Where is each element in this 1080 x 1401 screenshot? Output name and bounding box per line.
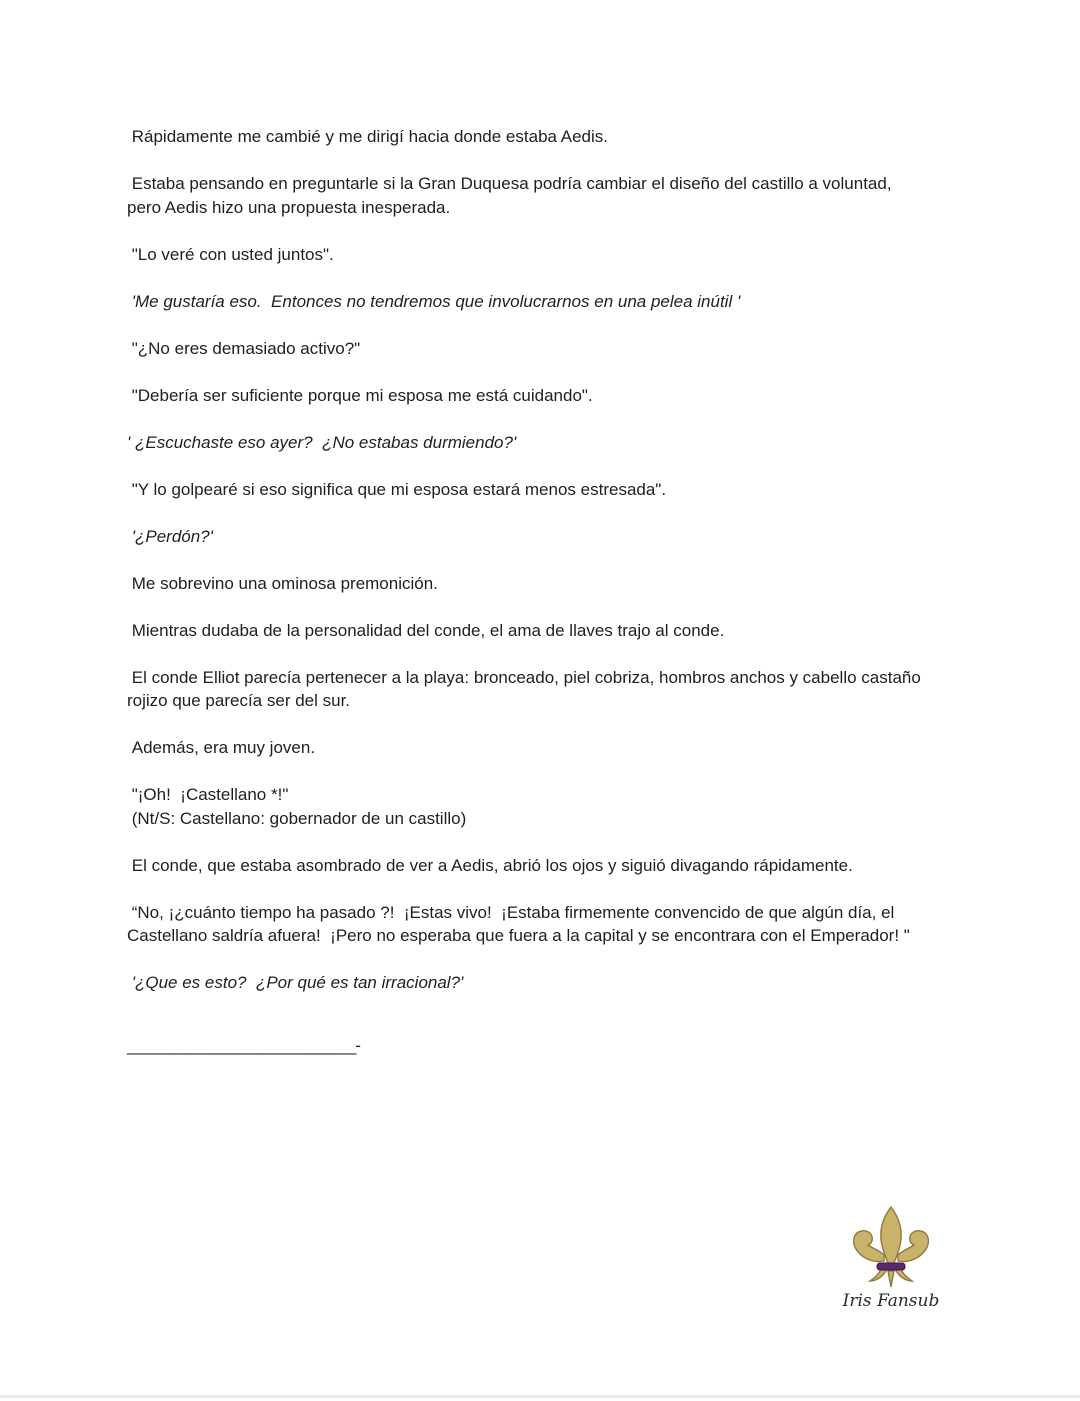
watermark-logo (836, 1205, 946, 1315)
fleur-de-lis-icon (844, 1205, 938, 1289)
paragraph-line: Además, era muy joven. (127, 738, 316, 757)
paragraph (127, 337, 967, 361)
paragraph (127, 901, 967, 948)
paragraph-line: Estaba pensando en preguntarle si la Gran Duquesa podría cambiar el diseño del castillo a voluntad, (127, 174, 892, 193)
paragraph (127, 172, 967, 219)
paragraph (127, 243, 967, 267)
paragraph-line: El conde, que estaba asombrado de ver a Aedis, abrió los ojos y siguió divagando rápidamente. (127, 855, 853, 875)
paragraph-line: '¿Que es esto? ¿Por qué es tan irracional?' (127, 973, 464, 992)
paragraph-line: "¿No eres demasiado activo?" (127, 338, 361, 358)
paragraph (127, 384, 967, 408)
watermark-text: Iris Fansub (842, 1291, 940, 1311)
page-bottom-edge (0, 1395, 1080, 1398)
paragraph-line: “No, ¡¿cuánto tiempo ha pasado ?! ¡Estas vivo! ¡Estaba firmemente convencido de que algún día, el (127, 902, 895, 922)
paragraph (127, 736, 967, 760)
paragraph-line: Mientras dudaba de la personalidad del conde, el ama de llaves trajo al conde. (127, 620, 725, 640)
paragraph-line: '¿Perdón?' (127, 526, 213, 546)
paragraph-line: "¡Oh! ¡Castellano *!" (127, 785, 289, 804)
paragraph-line: Me sobrevino una ominosa premonición. (127, 573, 438, 593)
paragraph (127, 125, 967, 149)
paragraph (127, 783, 967, 830)
paragraph-line: Castellano saldría afuera! ¡Pero no esperaba que fuera a la capital y se encontrara con el Emperador! " (127, 926, 910, 945)
paragraph (127, 619, 967, 643)
paragraph-line: "Y lo golpearé si eso significa que mi esposa estará menos estresada". (127, 479, 667, 499)
paragraph-line: 'Me gustaría eso. Entonces no tendremos que involucrarnos en una pelea inútil ' (127, 291, 741, 311)
section-separator: ___________________________- (127, 1036, 360, 1055)
paragraph-line: pero Aedis hizo una propuesta inesperada. (127, 197, 451, 217)
paragraph (127, 478, 967, 502)
paragraph (127, 971, 967, 995)
paragraph (127, 431, 967, 455)
paragraph-line: "Debería ser suficiente porque mi esposa me está cuidando". (127, 385, 593, 405)
paragraph-line: ' ¿Escuchaste eso ayer? ¿No estabas durmiendo?' (127, 432, 517, 452)
paragraph-line: rojizo que parecía ser del sur. (127, 691, 351, 710)
document-body (127, 125, 967, 1018)
paragraph-line: Rápidamente me cambié y me dirigí hacia donde estaba Aedis. (127, 127, 609, 146)
paragraph (127, 572, 967, 596)
paragraph-line: "Lo veré con usted juntos". (127, 244, 334, 264)
paragraph (127, 854, 967, 878)
paragraph-line: (Nt/S: Castellano: gobernador de un castillo) (127, 808, 467, 828)
paragraph-line: El conde Elliot parecía pertenecer a la playa: bronceado, piel cobriza, hombros anchos y cabello castaño (127, 667, 921, 687)
paragraph (127, 666, 967, 713)
paragraph (127, 525, 967, 549)
paragraph (127, 290, 967, 314)
